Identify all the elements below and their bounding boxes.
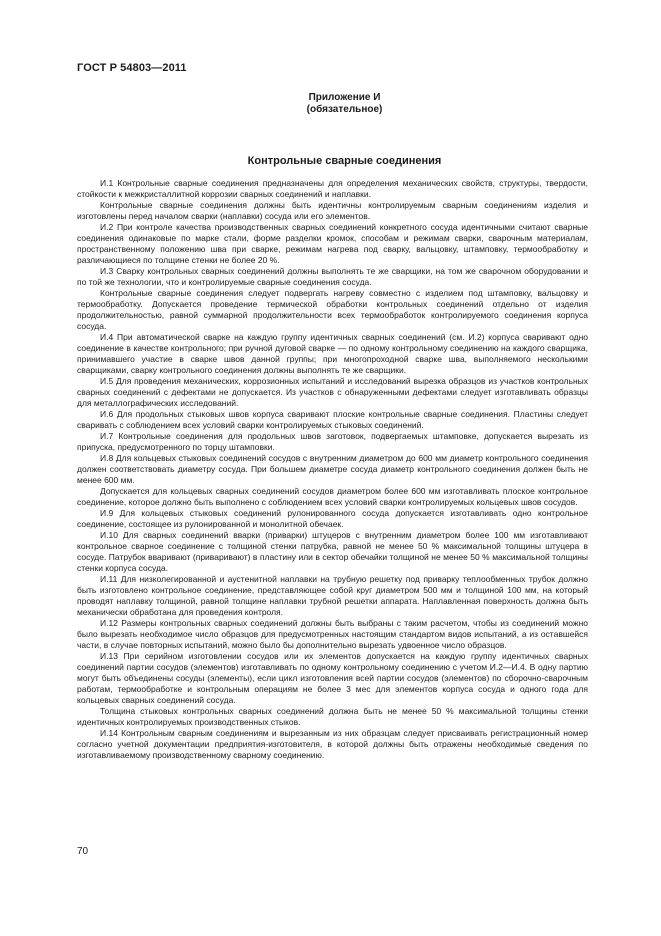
page-number: 70 bbox=[77, 846, 89, 857]
document-body bbox=[77, 178, 588, 761]
paragraph: И.6 Для продольных стыковых швов корпуса сваривают плоские контрольные сварные соединения. Пластины следует сваривать с соблюдением всех условий сварки контролируемых стыковых соединений. bbox=[77, 409, 588, 430]
paragraph: И.12 Размеры контрольных сварных соединений должны быть выбраны с таким расчетом, чтобы из соединений можно было вырезать необходимое число образцов для предусмотренных настоящим стандартом видов испытаний, а из оставшейся части, в случае повторных испытаний, можно было бы дополнительно вырезать удвоенное число образцов. bbox=[77, 618, 588, 650]
paragraph: Толщина стыковых контрольных сварных соединений должна быть не менее 50 % максимальной толщины стенки идентичных контролируемых производственных стыков. bbox=[77, 706, 588, 727]
paragraph: И.1 Контрольные сварные соединения предназначены для определения механических свойств, структуры, твердости, стойкости к межкристаллитной коррозии сварных соединений и наплавки. bbox=[77, 178, 588, 199]
paragraph: И.7 Контрольные соединения для продольных швов заготовок, подвергаемых штамповке, допускается вырезать из припуска, предусмотренного по торцу штамповки. bbox=[77, 431, 588, 452]
paragraph: И.9 Для кольцевых стыковых соединений рулонированного сосуда допускается изготавливать одно контрольное соединение, состоящее из рулонированной и монолитной обечаек. bbox=[77, 508, 588, 529]
paragraph: Допускается для кольцевых сварных соединений сосудов диаметром более 600 мм изготавливать плоское контрольное соединение, которое должно быть выполнено с соблюдением всех условий сварки контролируемых кольцевых швов сосудов. bbox=[77, 486, 588, 507]
paragraph: Контрольные сварные соединения должны быть идентичны контролируемым сварным соединениям изделия и изготовлены перед началом сварки (наплавки) сосуда или его элементов. bbox=[77, 200, 588, 221]
section-title: Контрольные сварные соединения bbox=[247, 155, 442, 167]
appendix-status: (обязательное) bbox=[306, 104, 383, 115]
paragraph: И.8 Для кольцевых стыковых соединений сосудов с внутренним диаметром до 600 мм диаметр контрольного соединения должен соответствовать диаметру сосуда. При большем диаметре сосуда диаметр контрольного соединения должен быть не менее 600 мм. bbox=[77, 453, 588, 485]
paragraph: И.13 При серийном изготовлении сосудов или их элементов допускается на каждую группу идентичных сварных соединений партии сосудов (элементов) изготавливать по одному контрольному соединению с учетом И.2—И.4. В одну партию могут быть объединены сосуды (элементы), если цикл изготовления всей партии сосудов (элементов) по сборочно-сварочным работам, термообработке и контрольным операциям не более 3 мес для элементов корпуса сосуда и одного года для кольцевых сварных соединений сосуда. bbox=[77, 651, 588, 705]
section-title-wrapper bbox=[0, 155, 661, 167]
document-header-standard: ГОСТ Р 54803—2011 bbox=[77, 62, 187, 74]
appendix-heading bbox=[0, 92, 661, 116]
paragraph: И.4 При автоматической сварке на каждую группу идентичных сварных соединений (см. И.2) корпуса сваривают одно соединение в качестве контрольного; при ручной дуговой сварке — по одному контрольному соединению на каждого сварщика, принимавшего участие в сварке швов данной группы; при многопроходной сварке шва, выполняемого несколькими сварщиками, сварку контрольного соединения должны выполнять те же сварщики. bbox=[77, 332, 588, 375]
paragraph: И.3 Сварку контрольных сварных соединений должны выполнять те же сварщики, на том же сварочном оборудовании и по той же технологии, что и контролируемые сварные соединения сосуда. bbox=[77, 266, 588, 287]
paragraph: И.10 Для сварных соединений вварки (приварки) штуцеров с внутренним диаметром более 100 мм изготавливают контрольное сварное соединение с толщиной стенки патрубка, равной не менее 50 % максимальной толщины штуцера в сосуде. Патрубок вваривают (приваривают) в пластину или в сектор обечайки толщиной не менее 50 % максимальной толщины стенки корпуса сосуда. bbox=[77, 530, 588, 573]
paragraph: И.5 Для проведения механических, коррозионных испытаний и исследований вырезка образцов из участков контрольных сварных соединений с дефектами не допускается. Из участков с обнаруженными дефектами следует изготавливать образцы для металлографических исследований. bbox=[77, 376, 588, 408]
paragraph: И.2 При контроле качества производственных сварных соединений конкретного сосуда идентичными считают сварные соединения одинаковые по марке стали, форме разделки кромок, способам и режимам сварки, сварочным материалам, пространственному положению шва при сварке, режимам нагрева под сварку, вальцовку, штамповку, термообработку и различающиеся по толщине стенки не более 20 %. bbox=[77, 222, 588, 265]
paragraph: Контрольные сварные соединения следует подвергать нагреву совместно с изделием под штамповку, вальцовку и термообработку. Допускается проведение термической обработки контрольных соединений отдельно от изделия продолжительностью, равной суммарной продолжительности всех термообработок контролируемого соединения корпуса сосуда. bbox=[77, 288, 588, 331]
paragraph: И.14 Контрольным сварным соединениям и вырезанным из них образцам следует присваивать регистрационный номер согласно учетной документации предприятия-изготовителя, в которой должны быть отражены необходимые сведения по изготавливаемому производственному сварному соединению. bbox=[77, 728, 588, 760]
paragraph: И.11 Для низколегированной и аустенитной наплавки на трубную решетку под приварку теплообменных трубок должно быть изготовлено контрольное соединение, представляющее собой круг диаметром 500 мм и толщиной 100 мм, на который проводят наплавку толщиной, равной толщине наплавки трубной решетки аппарата. Наплавленная поверхность должна быть механически обработана для проведения контроля. bbox=[77, 574, 588, 617]
appendix-label: Приложение И bbox=[308, 92, 381, 103]
